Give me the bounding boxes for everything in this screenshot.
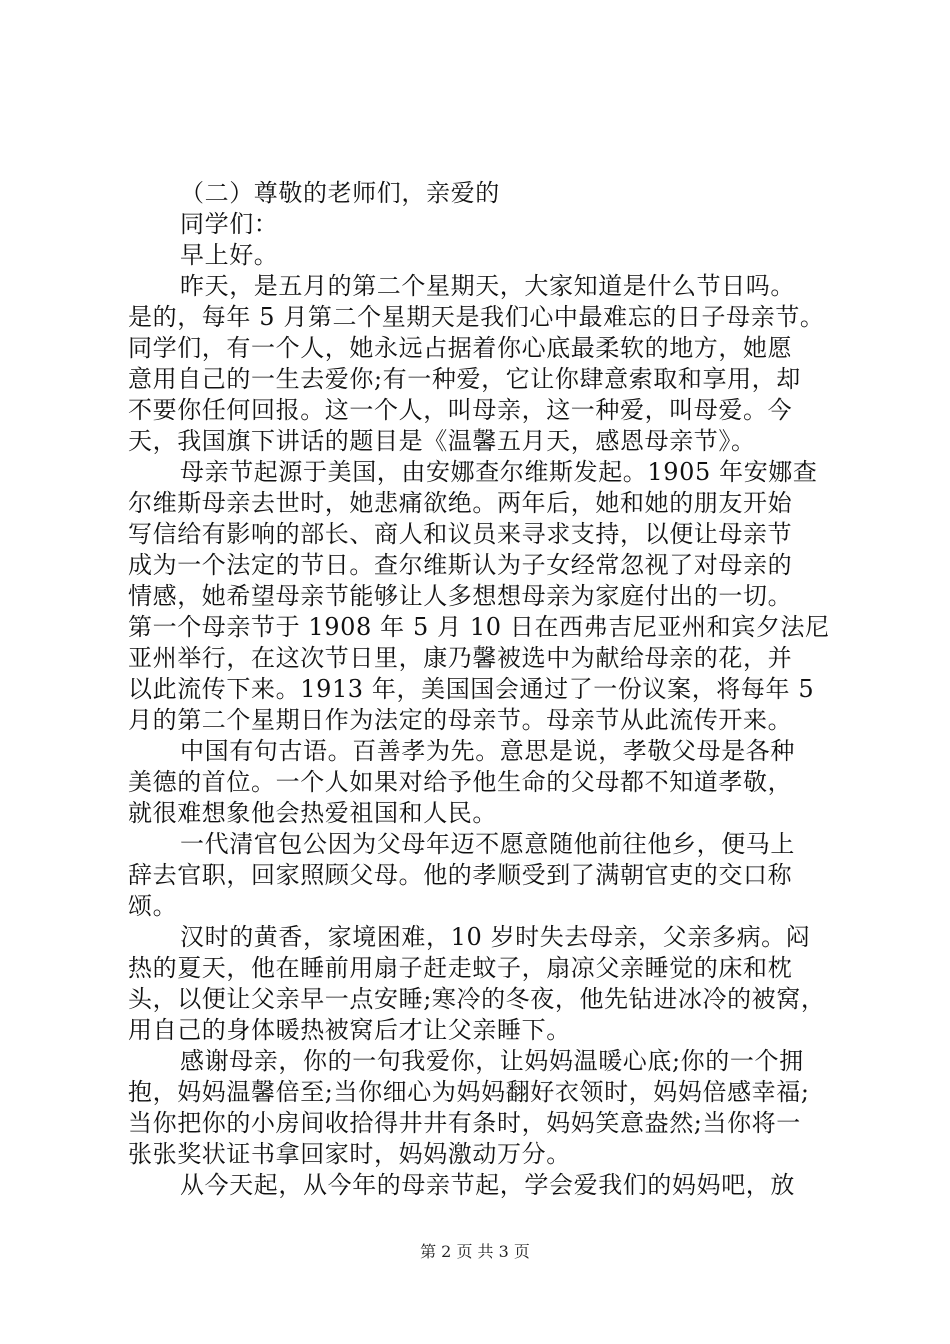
text-line: 中国有句古语。百善孝为先。意思是说，孝敬父母是各种 <box>180 737 795 765</box>
text-line: 一代清官包公因为父母年迈不愿意随他前往他乡，便马上 <box>180 830 795 858</box>
text-line: 以此流传下来。1913 年，美国国会通过了一份议案，将每年 5 <box>128 675 815 703</box>
text-line: 意用自己的一生去爱你;有一种爱，它让你肆意索取和享用，却 <box>128 365 801 393</box>
text-line: 早上好。 <box>180 241 279 269</box>
text-line: 美德的首位。一个人如果对给予他生命的父母都不知道孝敬， <box>128 768 793 796</box>
text-line: 同学们，有一个人，她永远占据着你心底最柔软的地方，她愿 <box>128 334 793 362</box>
text-line: 第一个母亲节于 1908 年 5 月 10 日在西弗吉尼亚州和宾夕法尼 <box>128 613 830 641</box>
text-line: 用自己的身体暖热被窝后才让父亲睡下。 <box>128 1016 571 1044</box>
text-line: 写信给有影响的部长、商人和议员来寻求支持，以便让母亲节 <box>128 520 793 548</box>
text-line: 是的，每年 5 月第二个星期天是我们心中最难忘的日子母亲节。 <box>128 303 825 331</box>
text-line: 昨天，是五月的第二个星期天，大家知道是什么节日吗。 <box>180 272 795 300</box>
text-line: 汉时的黄香，家境困难，10 岁时失去母亲，父亲多病。闷 <box>180 923 811 951</box>
text-line: 成为一个法定的节日。查尔维斯认为子女经常忽视了对母亲的 <box>128 551 793 579</box>
page-number-footer: 第 2 页 共 3 页 <box>420 1242 530 1261</box>
text-line: 尔维斯母亲去世时，她悲痛欲绝。两年后，她和她的朋友开始 <box>128 489 793 517</box>
text-line: 从今天起，从今年的母亲节起，学会爱我们的妈妈吧，放 <box>180 1171 795 1199</box>
text-line: 同学们： <box>180 210 279 238</box>
text-line: 当你把你的小房间收拾得井井有条时，妈妈笑意盎然;当你将一 <box>128 1109 801 1137</box>
text-line: 不要你任何回报。这一个人，叫母亲，这一种爱，叫母爱。今 <box>128 396 793 424</box>
text-line: 头，以便让父亲早一点安睡;寒冷的冬夜，他先钻进冰冷的被窝， <box>128 985 826 1013</box>
text-line: 颂。 <box>128 892 178 920</box>
text-line: 感谢母亲，你的一句我爱你，让妈妈温暖心底;你的一个拥 <box>180 1047 804 1075</box>
text-line: 天，我国旗下讲话的题目是《温馨五月天，感恩母亲节》。 <box>128 427 756 455</box>
text-line: 亚州举行，在这次节日里，康乃馨被选中为献给母亲的花，并 <box>128 644 793 672</box>
text-line: 热的夏天，他在睡前用扇子赶走蚊子，扇凉父亲睡觉的床和枕 <box>128 954 793 982</box>
text-line: 就很难想象他会热爱祖国和人民。 <box>128 799 497 827</box>
text-line: 月的第二个星期日作为法定的母亲节。母亲节从此流传开来。 <box>128 706 793 734</box>
text-line: 辞去官职，回家照顾父母。他的孝顺受到了满朝官吏的交口称 <box>128 861 793 889</box>
text-line: 张张奖状证书拿回家时，妈妈激动万分。 <box>128 1140 571 1168</box>
text-line: 抱，妈妈温馨倍至;当你细心为妈妈翻好衣领时，妈妈倍感幸福; <box>128 1078 810 1106</box>
text-line: （二）尊敬的老师们，亲爱的 <box>180 179 500 207</box>
text-line: 母亲节起源于美国，由安娜查尔维斯发起。1905 年安娜查 <box>180 458 818 486</box>
text-line: 情感，她希望母亲节能够让人多想想母亲为家庭付出的一切。 <box>128 582 793 610</box>
